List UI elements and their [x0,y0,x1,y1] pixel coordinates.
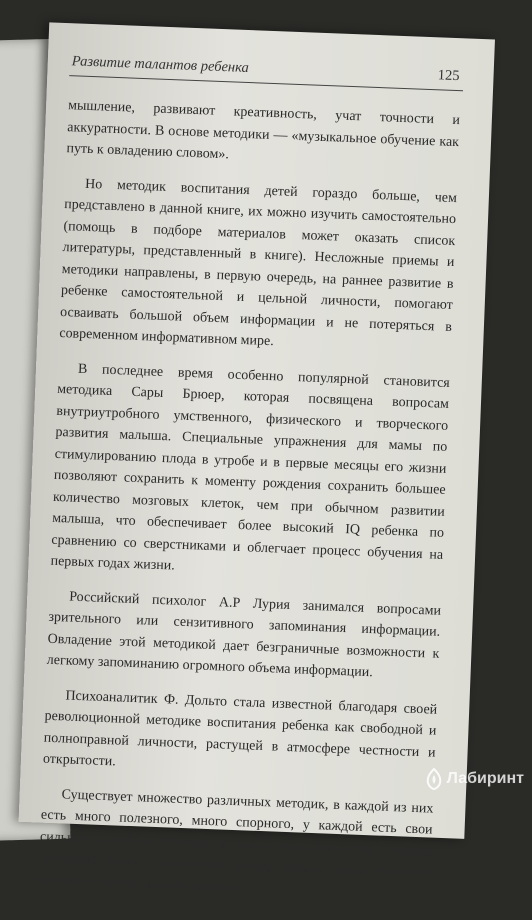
paragraph: Существует множество различных методик, в каждой из них есть много полезного, много спорного, у каждой есть свои сильные и слабые стороны. И только вам, родителям, хорошо знающим своих собственных детей, решать, какая методика подойдет именно вашему ребенку. [38,786,434,895]
watermark-text: Лабиринт [446,770,524,787]
paragraph: Но методик воспитания детей гораздо больше, чем представлено в данной книге, их можно изучить самостоятельно (помощь в подборе материалов может оказать список литературы, представленный в книге). Несложные приемы и методики направлены, в первую очередь, на раннее развитие в ребенке самостоятельной и цельной личности, помогают осваивать большой объем информации и не потеряться в современном информативном мире. [59,176,458,350]
paragraph: мышление, развивают креативность, учат точности и аккуратности. В основе методики — «музыкальное обучение как путь к овладению словом». [66,98,461,163]
labirint-watermark [424,768,524,790]
paragraph: В последнее время особенно популярной становится методика Сары Брюер, которая посвящена вопросам внутриутробного умственного, физического и творческого развития малыша. Специальные упражнения для мамы по стимулированию плода в утробе и в первые месяцы его жизни позволяют сохранить к моменту рождения сохранить большее количество мозговых клеток, чем при обычном развитии малыша, что обеспечивает более высокий IQ ребенка по сравнению со сверстниками и облегчает процесс обучения на первых годах жизни. [50,361,451,574]
page-body-text [37,95,460,918]
paragraph: Российский психолог А.Р Лурия занимался вопросами зрительного или сензитивного запоминания информации. Овладение этой методикой дает безграничные возможности к легкому запоминанию огромного объема информации. [46,589,442,681]
running-header-title: Развитие талантов ребенка [71,53,250,77]
labirint-logo-icon [424,768,444,790]
paragraph: Психоаналитик Ф. Дольто стала известной благодаря своей революционной методике воспитания ребенка как свободной и полноправной личности, растущей в атмосфере честности и открытости. [42,687,438,770]
page-number: 125 [437,67,460,85]
header-rule [69,75,463,91]
book-page [19,22,495,895]
